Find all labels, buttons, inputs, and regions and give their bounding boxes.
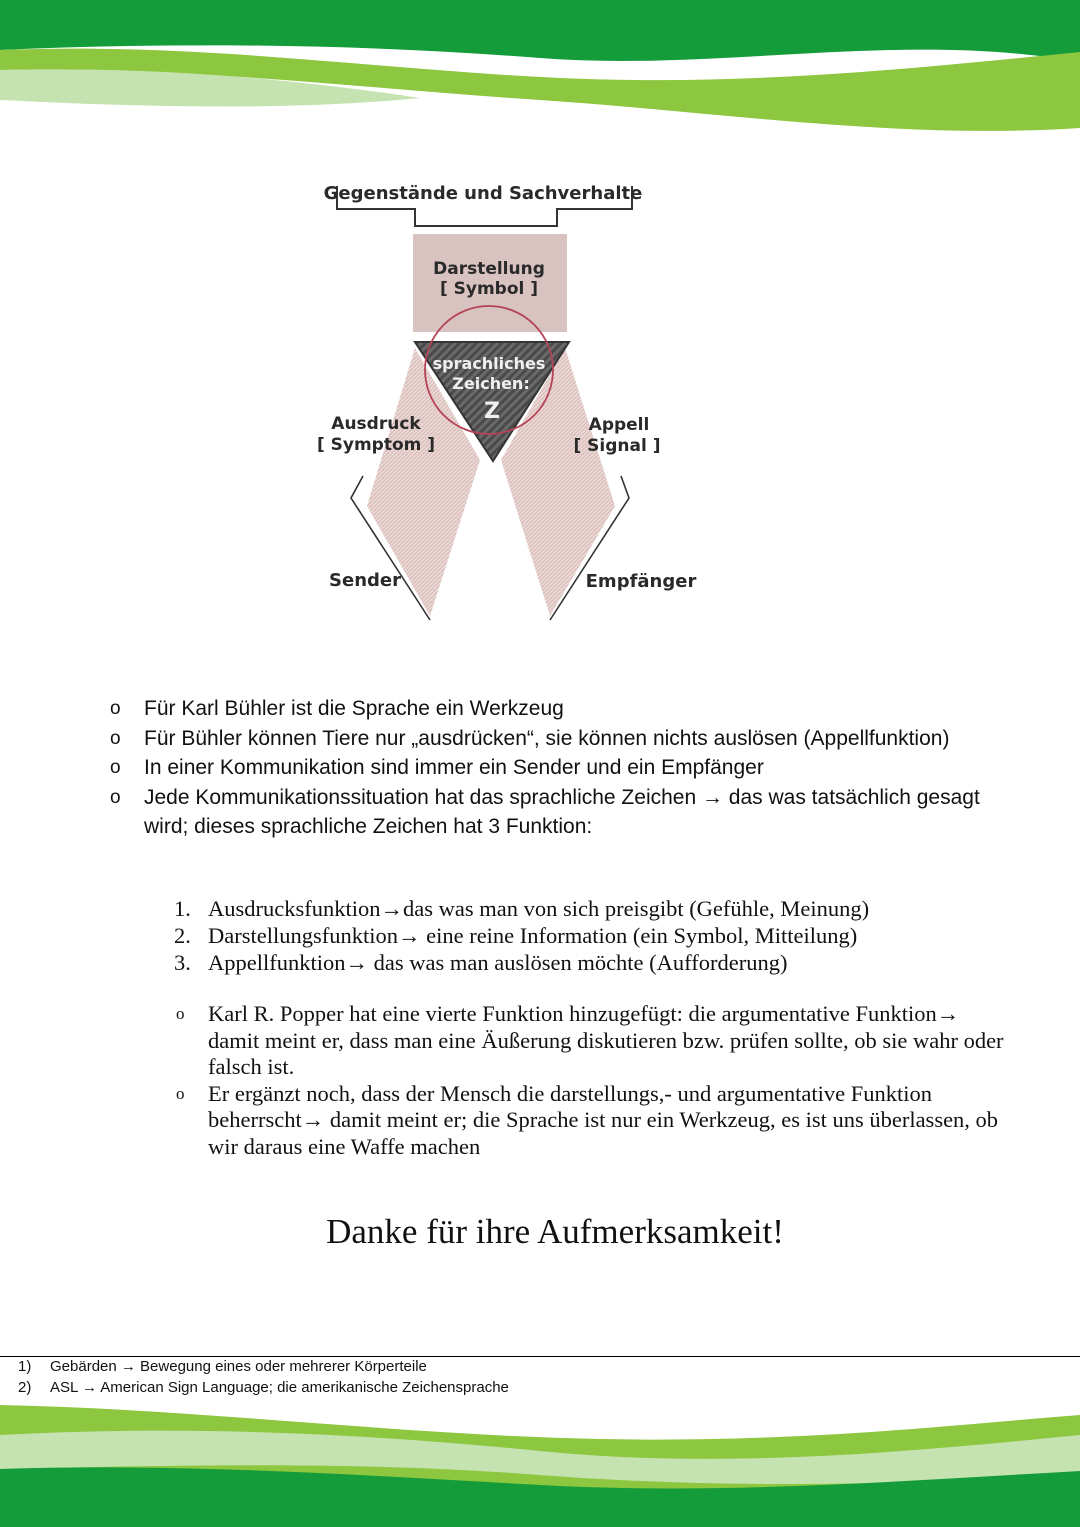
popper-text: Er ergänzt noch, dass der Mensch die darstellungs,- und argumentative Funktion beherrscht→ damit meint er; die Sprache ist nur ein Werkzeug, es ist uns überlassen, ob wir daraus eine Waffe machen [208,1080,999,1159]
objects-label: Gegenstände und Sachverhalte [323,183,643,204]
footnote-text: ASL → American Sign Language; die amerikanische Zeichensprache [50,1378,509,1396]
bullet-text: Jede Kommunikationssituation hat das sprachliche Zeichen → das was tatsächlich gesagt wird; dieses sprachliche Zeichen hat 3 Funktion: [144,785,980,838]
signal-label: [ Signal ] [573,436,661,456]
bullet-circle-icon: o [176,1004,185,1023]
function-text: Darstellungsfunktion→ eine reine Information (ein Symbol, Mitteilung) [208,923,858,948]
main-bullet-list [108,694,1008,842]
list-item [174,895,869,922]
zeichen-label-2: Zeichen: [452,374,530,393]
ausdruck-label: Ausdruck [331,414,421,434]
list-item [108,753,1008,783]
list-number: 2. [174,923,191,948]
bullet-circle-icon: o [110,727,121,749]
footnote-number: 2) [18,1378,32,1396]
list-item [108,783,1008,842]
bullet-text: Für Bühler können Tiere nur „ausdrücken“, sie können nichts auslösen (Appellfunktion) [144,726,950,750]
symptom-label: [ Symptom ] [316,435,436,455]
footnote-text: Gebärden → Bewegung eines oder mehrerer Körperteile [50,1358,427,1375]
bullet-circle-icon: o [176,1083,185,1103]
function-text: Ausdrucksfunktion→das was man von sich preisgibt (Gefühle, Meinung) [208,896,870,921]
list-number: 1. [174,896,191,921]
zeichen-letter: Z [484,399,500,424]
list-item [108,694,1008,724]
popper-text: Karl R. Popper hat eine vierte Funktion hinzugefügt: die argumentative Funktion→ damit meint er, dass man eine Äußerung diskutieren bzw. prüfen sollte, ob sie wahr oder falsch ist. [208,1001,1004,1079]
popper-bullet-list [174,1001,1004,1160]
bullet-text: In einer Kommunikation sind immer ein Sender und ein Empfänger [144,756,764,779]
footnote-item [18,1378,509,1399]
bullet-text: Für Karl Bühler ist die Sprache ein Werkzeug [144,697,564,720]
sender-label: Sender [329,570,401,591]
list-item [174,922,869,949]
list-number: 3. [174,950,191,975]
footnotes [18,1357,509,1398]
list-item [174,1081,1004,1161]
list-item [174,1001,1004,1081]
functions-list [174,895,869,976]
darstellung-label: Darstellung [433,259,545,279]
bullet-circle-icon: o [110,757,121,778]
symbol-label: [ Symbol ] [439,279,539,299]
appell-label: Appell [588,415,650,435]
zeichen-label-1: sprachliches [432,354,546,373]
function-text: Appellfunktion→ das was man auslösen möchte (Aufforderung) [208,950,788,975]
footnote-item [18,1357,509,1378]
closing-message: Danke für ihre Aufmerksamkeit! [326,1212,784,1251]
list-item [108,724,1008,754]
header-wave [0,0,1080,135]
list-item [174,949,869,976]
bullet-circle-icon: o [110,698,121,719]
footer-wave [0,1405,1080,1527]
empfaenger-label: Empfänger [585,571,697,592]
bullet-circle-icon: o [110,786,121,808]
organon-model-diagram [145,176,860,626]
footnote-number: 1) [18,1358,32,1375]
